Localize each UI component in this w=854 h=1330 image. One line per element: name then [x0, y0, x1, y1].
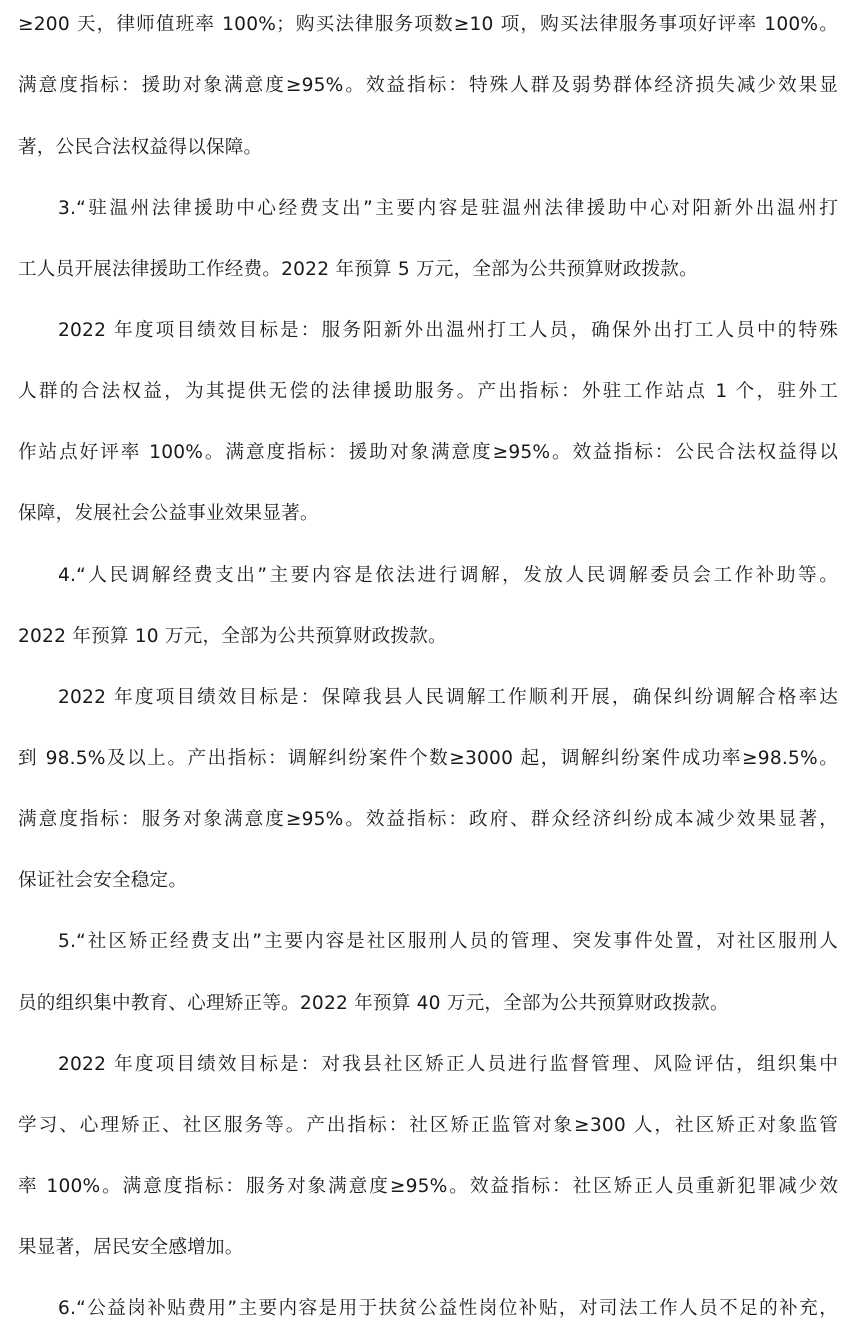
text-line-21: 果显著，居民安全感增加。: [18, 1237, 244, 1258]
text-line-19: 学习、心理矫正、社区服务等。产出指标：社区矫正监管对象≥300 人，社区矫正对象监管: [18, 1115, 838, 1136]
text-line-13: 到 98.5%及以上。产出指标：调解纠纷案件个数≥3000 起，调解纠纷案件成功率≥98.5%。: [18, 748, 838, 769]
text-line-20: 率 100%。满意度指标：服务对象满意度≥95%。效益指标：社区矫正人员重新犯罪减少效: [18, 1176, 838, 1197]
text-line-9: 保障，发展社会公益事业效果显著。: [18, 503, 319, 524]
text-line-14: 满意度指标：服务对象满意度≥95%。效益指标：政府、群众经济纠纷成本减少效果显著，: [18, 809, 838, 830]
text-line-8: 作站点好评率 100%。满意度指标：援助对象满意度≥95%。效益指标：公民合法权益得以: [18, 442, 838, 463]
text-line-22: 6.“公益岗补贴费用”主要内容是用于扶贫公益性岗位补贴，对司法工作人员不足的补充，: [58, 1298, 838, 1319]
text-line-6: 2022 年度项目绩效目标是：服务阳新外出温州打工人员，确保外出打工人员中的特殊: [58, 320, 838, 341]
text-line-18: 2022 年度项目绩效目标是：对我县社区矫正人员进行监督管理、风险评估，组织集中: [58, 1054, 838, 1075]
text-line-11: 2022 年预算 10 万元，全部为公共预算财政拨款。: [18, 626, 447, 647]
text-line-12: 2022 年度项目绩效目标是：保障我县人民调解工作顺利开展，确保纠纷调解合格率达: [58, 687, 838, 708]
text-line-16: 5.“社区矫正经费支出”主要内容是社区服刑人员的管理、突发事件处置，对社区服刑人: [58, 931, 838, 952]
text-line-5: 工人员开展法律援助工作经费。2022 年预算 5 万元，全部为公共预算财政拨款。: [18, 259, 698, 280]
text-line-15: 保证社会安全稳定。: [18, 870, 188, 891]
text-line-10: 4.“人民调解经费支出”主要内容是依法进行调解，发放人民调解委员会工作补助等。: [58, 565, 838, 586]
text-line-17: 员的组织集中教育、心理矫正等。2022 年预算 40 万元，全部为公共预算财政拨款。: [18, 993, 729, 1014]
text-line-3: 著，公民合法权益得以保障。: [18, 137, 263, 158]
text-line-2: 满意度指标：援助对象满意度≥95%。效益指标：特殊人群及弱势群体经济损失减少效果显: [18, 75, 838, 96]
text-line-7: 人群的合法权益，为其提供无偿的法律援助服务。产出指标：外驻工作站点 1 个，驻外工: [18, 381, 838, 402]
text-line-1: ≥200 天，律师值班率 100%；购买法律服务项数≥10 项，购买法律服务事项好评率 100%。: [18, 14, 838, 35]
text-line-4: 3.“驻温州法律援助中心经费支出”主要内容是驻温州法律援助中心对阳新外出温州打: [58, 198, 838, 219]
